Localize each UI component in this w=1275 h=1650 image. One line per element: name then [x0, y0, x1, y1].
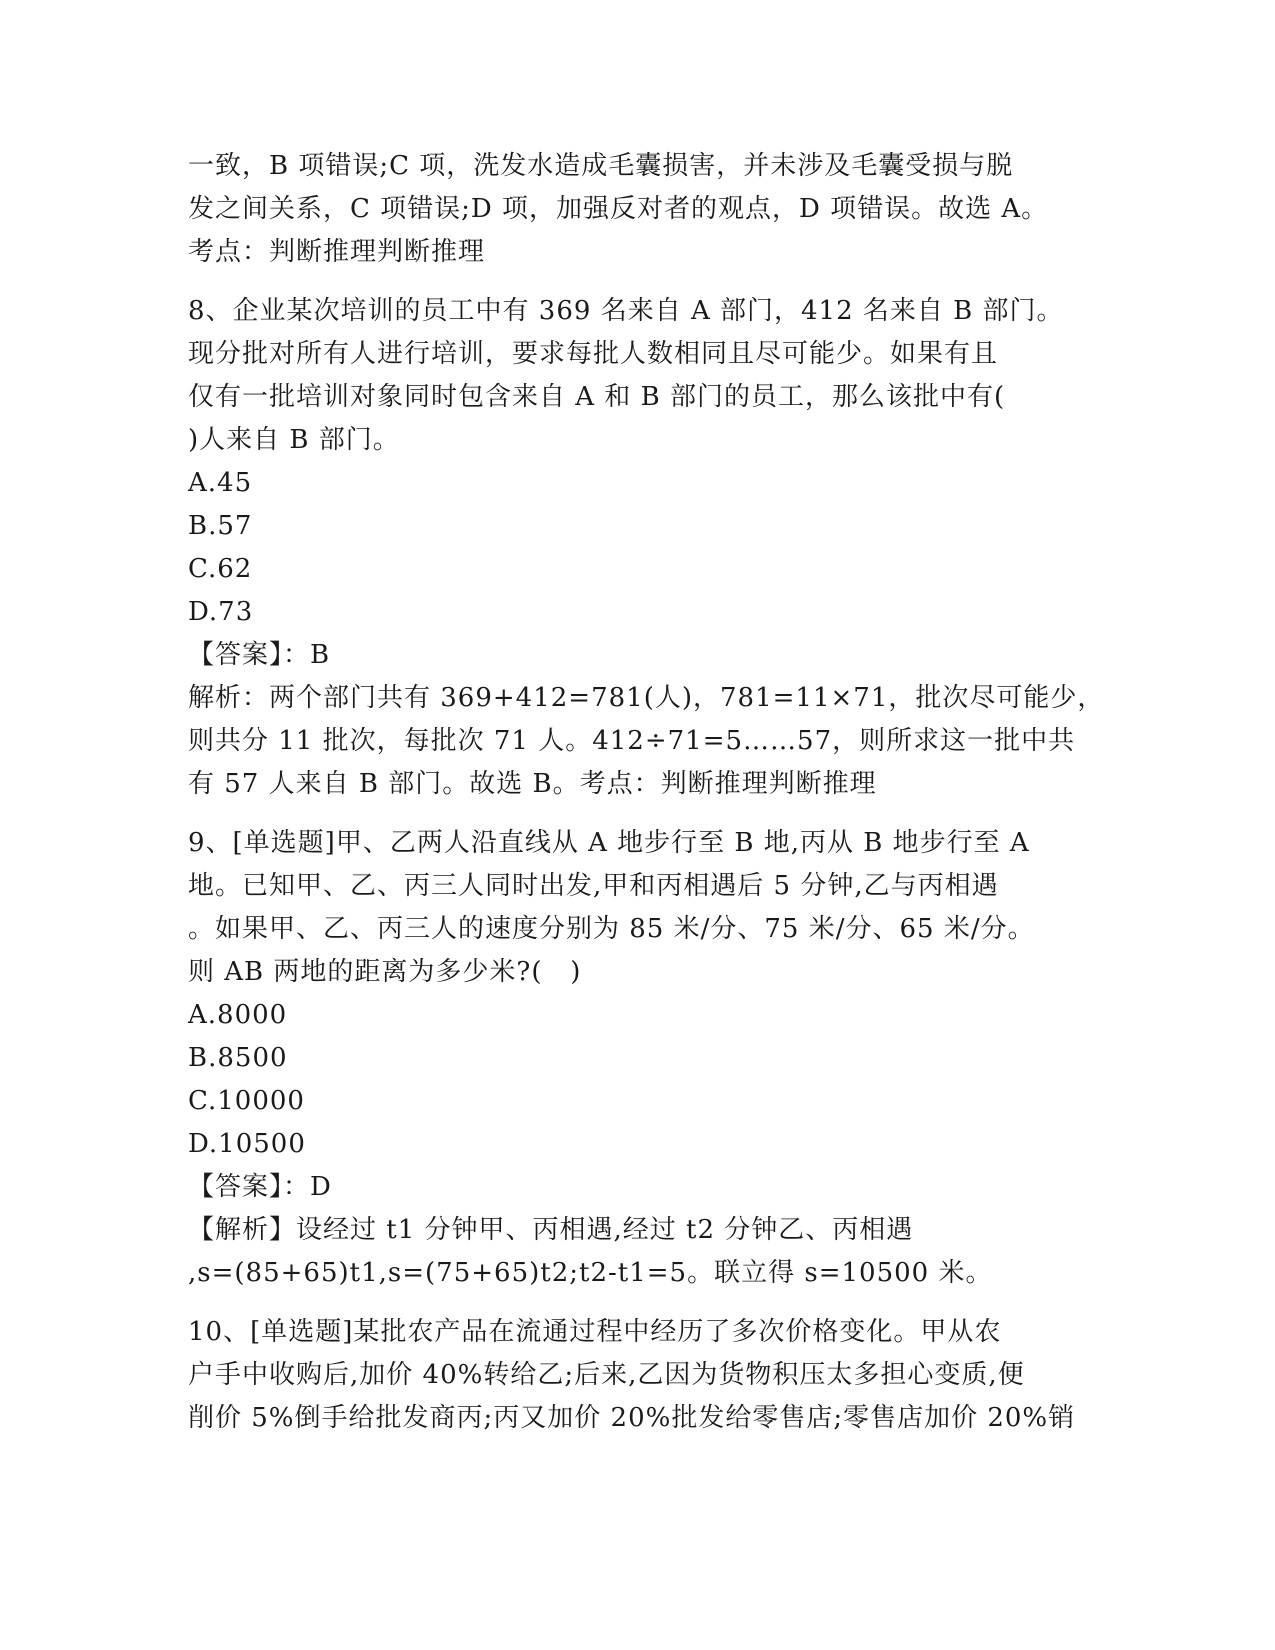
- answer: 【答案】：B: [188, 640, 331, 670]
- text-line: 一致，B 项错误;C 项，洗发水造成毛囊损害，并未涉及毛囊受损与脱: [188, 151, 1014, 181]
- analysis-text: 【解析】设经过 t1 分钟甲、丙相遇,经过 t2 分钟乙、丙相遇: [188, 1215, 914, 1245]
- option-b: B.8500: [188, 1043, 288, 1073]
- answer: 【答案】：D: [188, 1172, 332, 1202]
- question-text: 9、[单选题]甲、乙两人沿直线从 A 地步行至 B 地,丙从 B 地步行至 A: [188, 828, 1030, 858]
- question-text: 仅有一批培训对象同时包含来自 A 和 B 部门的员工，那么该批中有(: [188, 382, 1006, 412]
- analysis-text: 解析：两个部门共有 369+412=781(人)，781=11×71，批次尽可能少，: [188, 683, 1105, 713]
- question-text: 10、[单选题]某批农产品在流通过程中经历了多次价格变化。甲从农: [188, 1317, 1002, 1347]
- analysis-text: ,s=(85+65)t1,s=(75+65)t2;t2-t1=5。联立得 s=10500 米。: [188, 1258, 993, 1288]
- question-text: 8、企业某次培训的员工中有 369 名来自 A 部门，412 名来自 B 部门。: [188, 296, 1064, 326]
- question-text: 。如果甲、乙、丙三人的速度分别为 85 米/分、75 米/分、65 米/分。: [188, 914, 1035, 944]
- option-d: D.10500: [188, 1129, 306, 1159]
- question-text: 则 AB 两地的距离为多少米?( ): [188, 957, 582, 987]
- question-text: )人来自 B 部门。: [188, 425, 400, 455]
- question-text: 削价 5%倒手给批发商丙;丙又加价 20%批发给零售店;零售店加价 20%销: [188, 1403, 1076, 1433]
- previous-analysis: [188, 145, 1088, 274]
- option-d: D.73: [188, 597, 254, 627]
- document-page: [188, 145, 1105, 1440]
- question-text: 现分批对所有人进行培训，要求每批人数相同且尽可能少。如果有且: [188, 339, 999, 369]
- question-10: [188, 1311, 1088, 1440]
- option-c: C.10000: [188, 1086, 305, 1116]
- option-b: B.57: [188, 511, 253, 541]
- question-text: 地。已知甲、乙、丙三人同时出发,甲和丙相遇后 5 分钟,乙与丙相遇: [188, 871, 999, 901]
- question-9: [188, 822, 1088, 1295]
- question-8: [188, 290, 1105, 806]
- option-c: C.62: [188, 554, 253, 584]
- option-a: A.45: [188, 468, 253, 498]
- option-a: A.8000: [188, 1000, 288, 1030]
- analysis-text: 有 57 人来自 B 部门。故选 B。考点：判断推理判断推理: [188, 769, 877, 799]
- text-line: 考点：判断推理判断推理: [188, 237, 486, 267]
- question-text: 户手中收购后,加价 40%转给乙;后来,乙因为货物积压太多担心变质,便: [188, 1360, 1025, 1390]
- analysis-text: 则共分 11 批次，每批次 71 人。412÷71=5……57，则所求这一批中共: [188, 726, 1076, 756]
- text-line: 发之间关系，C 项错误;D 项，加强反对者的观点，D 项错误。故选 A。: [188, 194, 1049, 224]
